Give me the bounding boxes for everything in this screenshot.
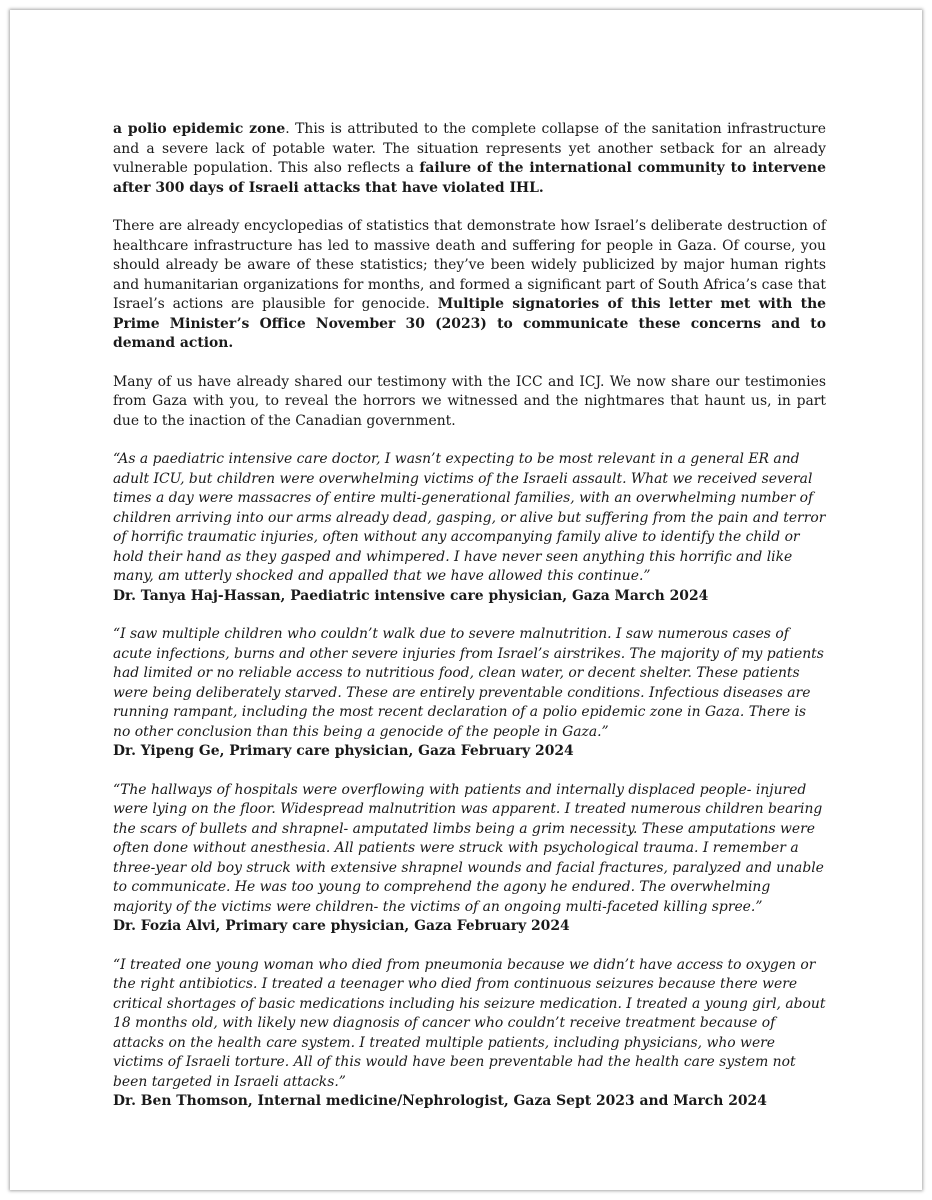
testimony-quote: “As a paediatric intensive care doctor, I wasn’t expecting to be most relevant in a general ER and adult ICU, but children were overwhelming victims of the Israeli assault. What we received several times a day were massacres of entire multi-generational families, with an overwhelming number of children arriving into our arms already dead, gasping, or alive but suffering from the pain and terror of horrific traumatic injuries, often without any accompanying family alive to identify the child or hold their hand as they gasped and whimpered. I have never seen anything this horrific and like many, am utterly shocked and appalled that we have allowed this continue.” (113, 451, 826, 584)
testimony-attribution: Dr. Yipeng Ge, Primary care physician, Gaza February 2024 (113, 743, 574, 759)
testimony-quote: “I treated one young woman who died from pneumonia because we didn’t have access to oxygen or the right antibiotics. I treated a teenager who died from continuous seizures because there were critical shortages of basic medications including his seizure medication. I treated a young girl, about 18 months old, with likely new diagnosis of cancer who couldn’t receive treatment because of attacks on the health care system. I treated multiple patients, including physicians, who were victims of Israeli torture. All of this would have been preventable had the health care system not been targeted in Israeli attacks.” (113, 956, 826, 1090)
testimony-attribution: Dr. Ben Thomson, Internal medicine/Nephrologist, Gaza Sept 2023 and March 2024 (113, 1093, 767, 1109)
testimony-quote: “The hallways of hospitals were overflowing with patients and internally displaced people- injured were lying on the floor. Widespread malnutrition was apparent. I treated numerous children bearing the scars of bullets and shrapnel- amputated limbs being a grim necessity. These amputations were often done without anesthesia. All patients were struck with psychological trauma. I remember a three-year old boy struck with extensive shrapnel wounds and facial fractures, paralyzed and unable to communicate. He was too young to comprehend the agony he endured. The overwhelming majority of the victims were children- the victims of an ongoing multi-faceted killing spree.” (113, 781, 824, 915)
document-page (10, 10, 922, 1190)
testimony-block (113, 781, 826, 937)
polio-zone-bold: a polio epidemic zone (113, 121, 286, 137)
testimony-block (113, 625, 826, 762)
polio-paragraph-text: . This is attributed to the complete collapse of the sanitation infrastructure and a severe lack of potable water. The situation represents yet another setback for an already vulnerable population. This also reflects a (113, 121, 826, 176)
pmo-meeting-bold: Multiple signatories of this letter met with the Prime Minister’s Office November 30 (2023) to communicate these concerns and to demand action. (113, 296, 827, 351)
testimony-block (113, 956, 826, 1112)
statistics-paragraph-text: There are already encyclopedias of statistics that demonstrate how Israel’s deliberate destruction of healthcare infrastructure has led to massive death and suffering for people in Gaza. Of course, you should already be aware of these statistics; they’ve been widely publicized by major human rights and humanitarian organizations for months, and formed a significant part of South Africa’s case that Israel’s actions are plausible for genocide. (113, 218, 826, 312)
testimony-block (113, 450, 826, 606)
international-failure-bold: failure of the international community to intervene after 300 days of Israeli attacks that have violated IHL. (113, 160, 826, 196)
testimony-quote: “I saw multiple children who couldn’t walk due to severe malnutrition. I saw numerous cases of acute infections, burns and other severe injuries from Israel’s airstrikes. The majority of my patients had limited or no reliable access to nutritious food, clean water, or decent shelter. These patients were being deliberately starved. These are entirely preventable conditions. Infectious diseases are running rampant, including the most recent declaration of a polio epidemic zone in Gaza. There is no other conclusion than this being a genocide of the people in Gaza.” (113, 626, 824, 740)
paragraph-statistics (113, 217, 826, 354)
paragraph-polio (113, 120, 826, 198)
testimony-attribution: Dr. Fozia Alvi, Primary care physician, Gaza February 2024 (113, 918, 570, 934)
letter-body (113, 120, 826, 1131)
paragraph-testimony-intro: Many of us have already shared our testimony with the ICC and ICJ. We now share our testimonies from Gaza with you, to reveal the horrors we witnessed and the nightmares that haunt us, in part due to the inaction of the Canadian government. (113, 373, 826, 429)
testimony-attribution: Dr. Tanya Haj-Hassan, Paediatric intensive care physician, Gaza March 2024 (113, 587, 709, 604)
